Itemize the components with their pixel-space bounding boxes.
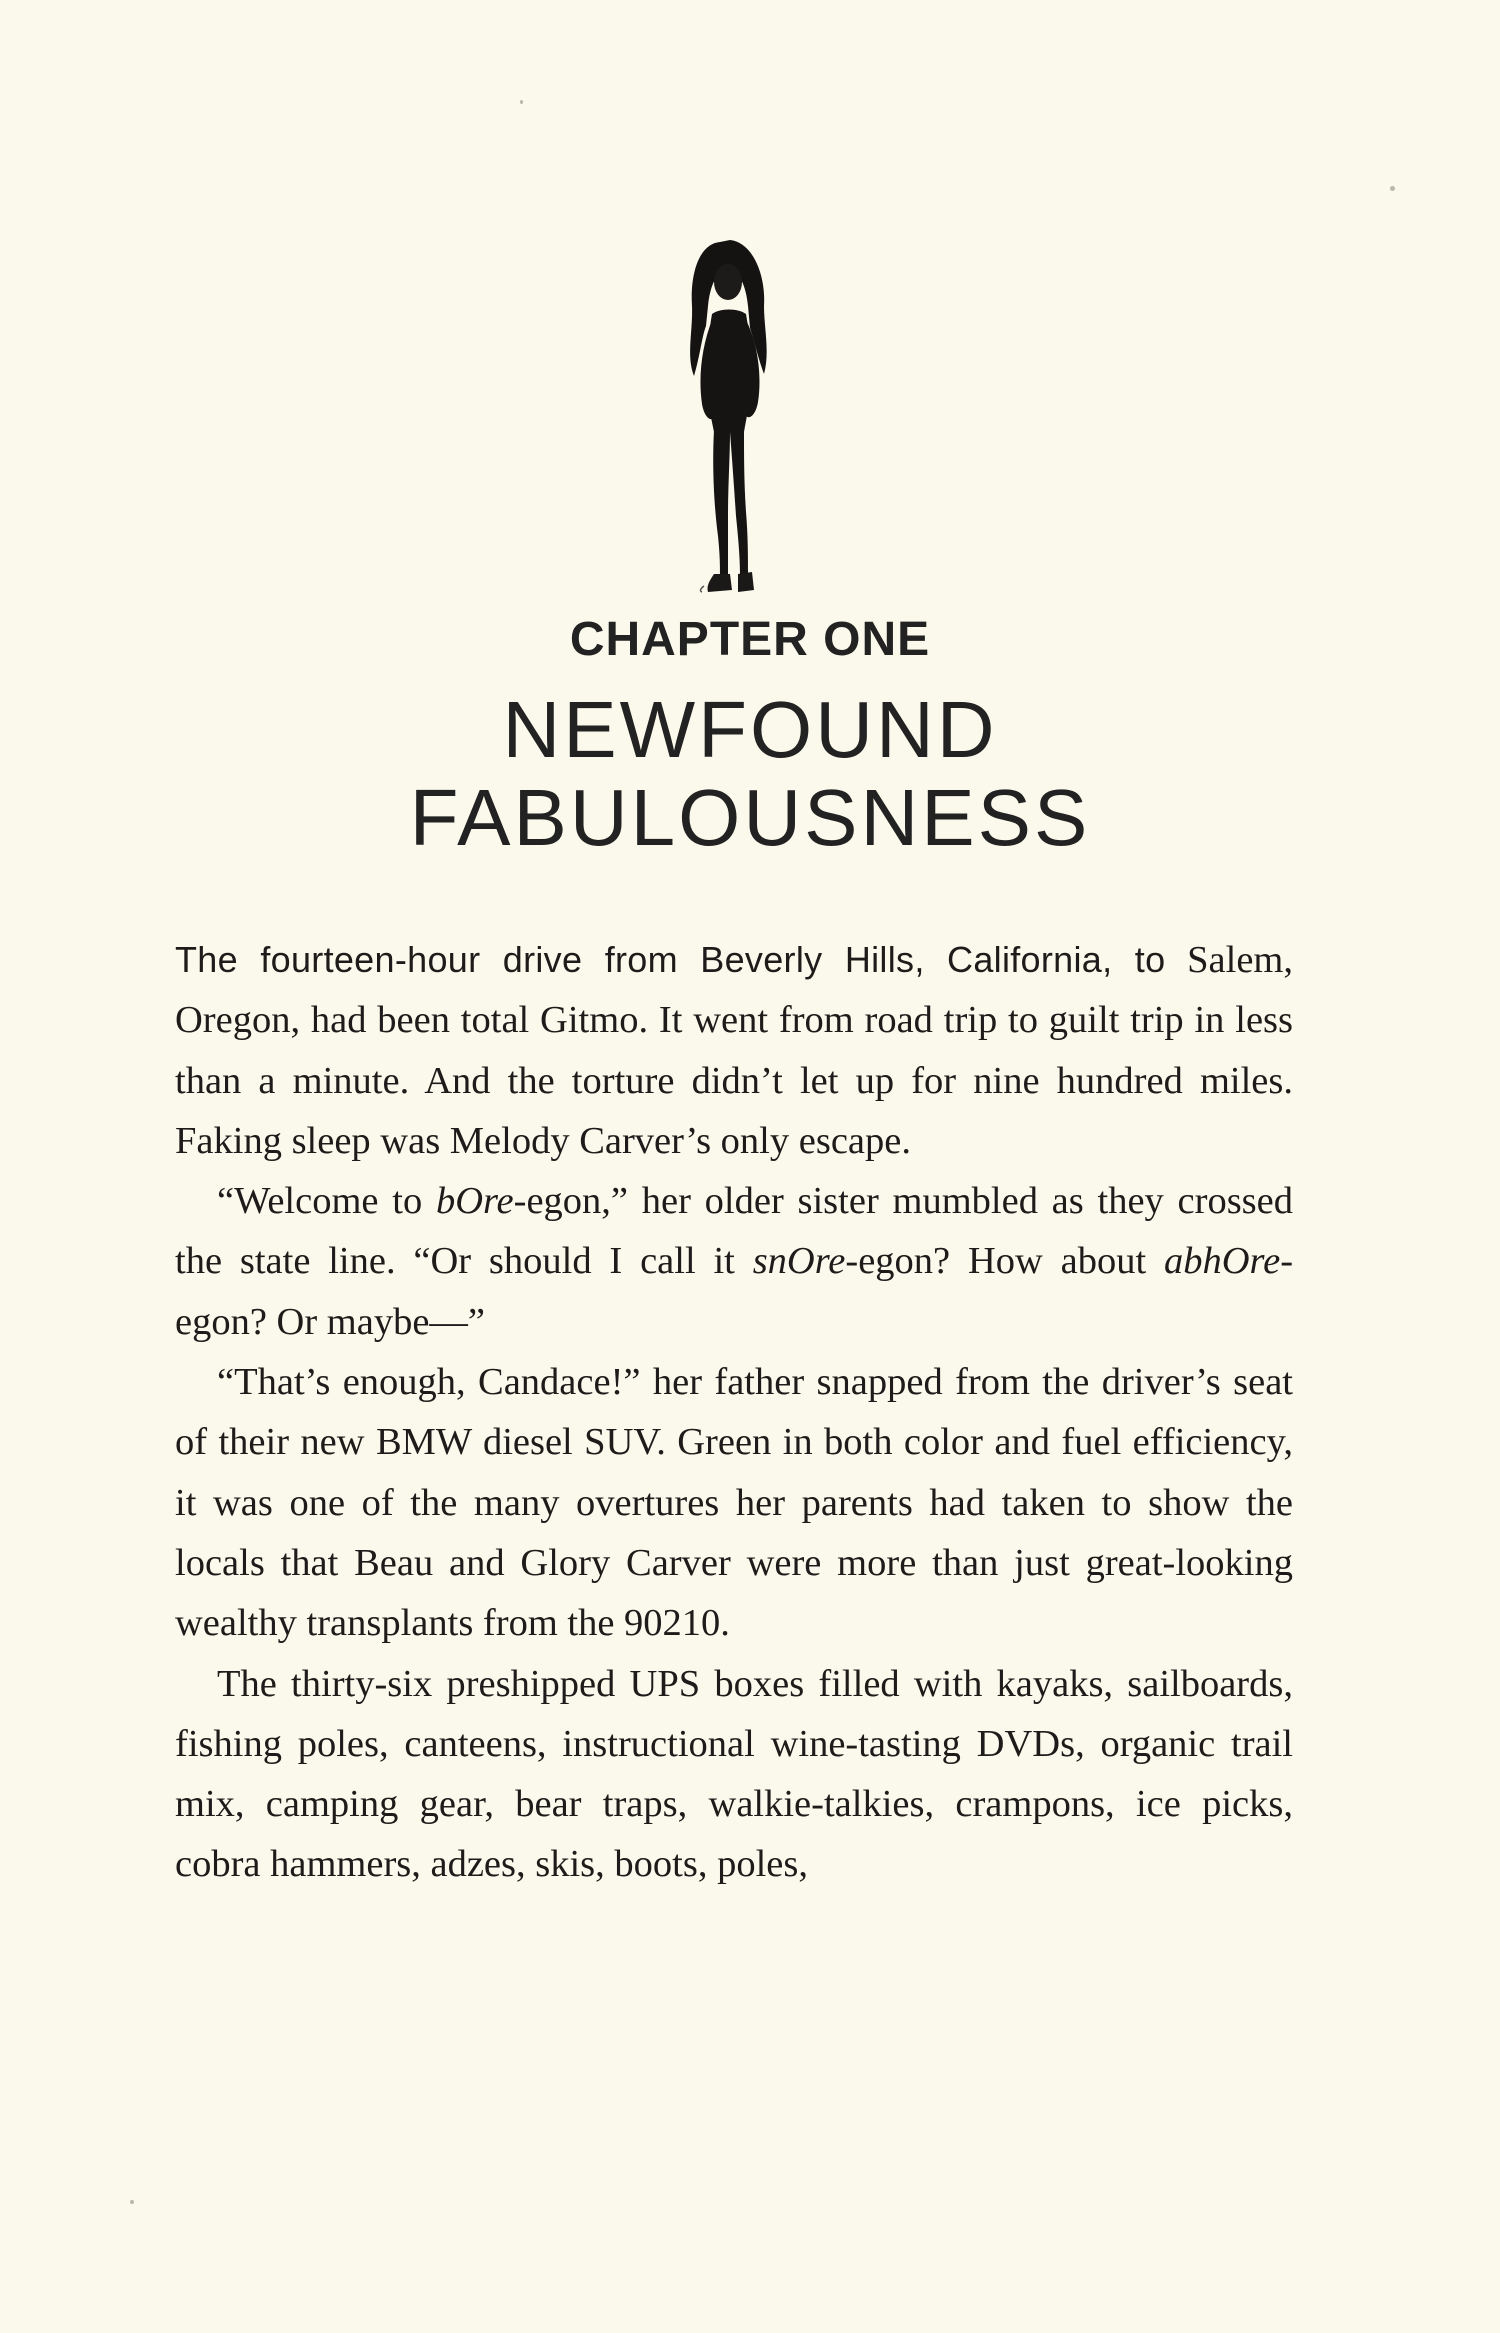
paragraph-text: “Welcome to (217, 1180, 436, 1223)
paper-speck (130, 2200, 134, 2204)
paragraph (175, 1171, 1293, 1352)
emphasis-text: abhOre (1163, 1240, 1281, 1283)
paragraph-text: -egon? Or maybe—” (175, 1240, 1294, 1343)
paragraph-text: -egon,” her older sister mumbled as they crossed the state line. “Or should I call it (175, 1180, 1293, 1283)
chapter-title-line: NEWFOUND (502, 685, 998, 774)
paragraph-text: Salem, Oregon, had been total Gitmo. It went from road trip to guilt trip in less than a minute. And the torture didn’t let up for nine hundred miles. Faking sleep was Melody Carver’s only escape. (175, 939, 1293, 1162)
paragraph-lead-in: The fourteen-hour drive from Beverly Hills, California, to (175, 939, 1166, 980)
paragraph: The thirty-six preshipped UPS boxes filled with kayaks, sailboards, fishing poles, canteens, instructional wine-tasting DVDs, organic trail mix, camping gear, bear traps, walkie-talkies, crampons, ice picks, cobra hammers, adzes, skis, boots, poles, (175, 1662, 1293, 1886)
chapter-label: CHAPTER ONE (569, 613, 931, 666)
paragraph-text: -egon? How about (845, 1240, 1164, 1283)
standing-girl-silhouette-icon (668, 236, 788, 596)
emphasis-text: snOre (752, 1240, 846, 1283)
paper-speck (520, 100, 523, 104)
paper-speck (1390, 186, 1395, 191)
emphasis-text: bOre (435, 1180, 514, 1223)
chapter-title-line: FABULOUSNESS (409, 773, 1091, 862)
paragraph (175, 930, 1293, 1171)
paragraph: “That’s enough, Candace!” her father snapped from the driver’s seat of their new BMW diesel SUV. Green in both color and fuel efficiency, it was one of the many overtures her parents had taken to show the locals that Beau and Glory Carver were more than just great-looking wealthy transplants from the 90210. (175, 1361, 1293, 1645)
chapter-title (0, 686, 1500, 862)
chapter-body (175, 930, 1293, 1895)
